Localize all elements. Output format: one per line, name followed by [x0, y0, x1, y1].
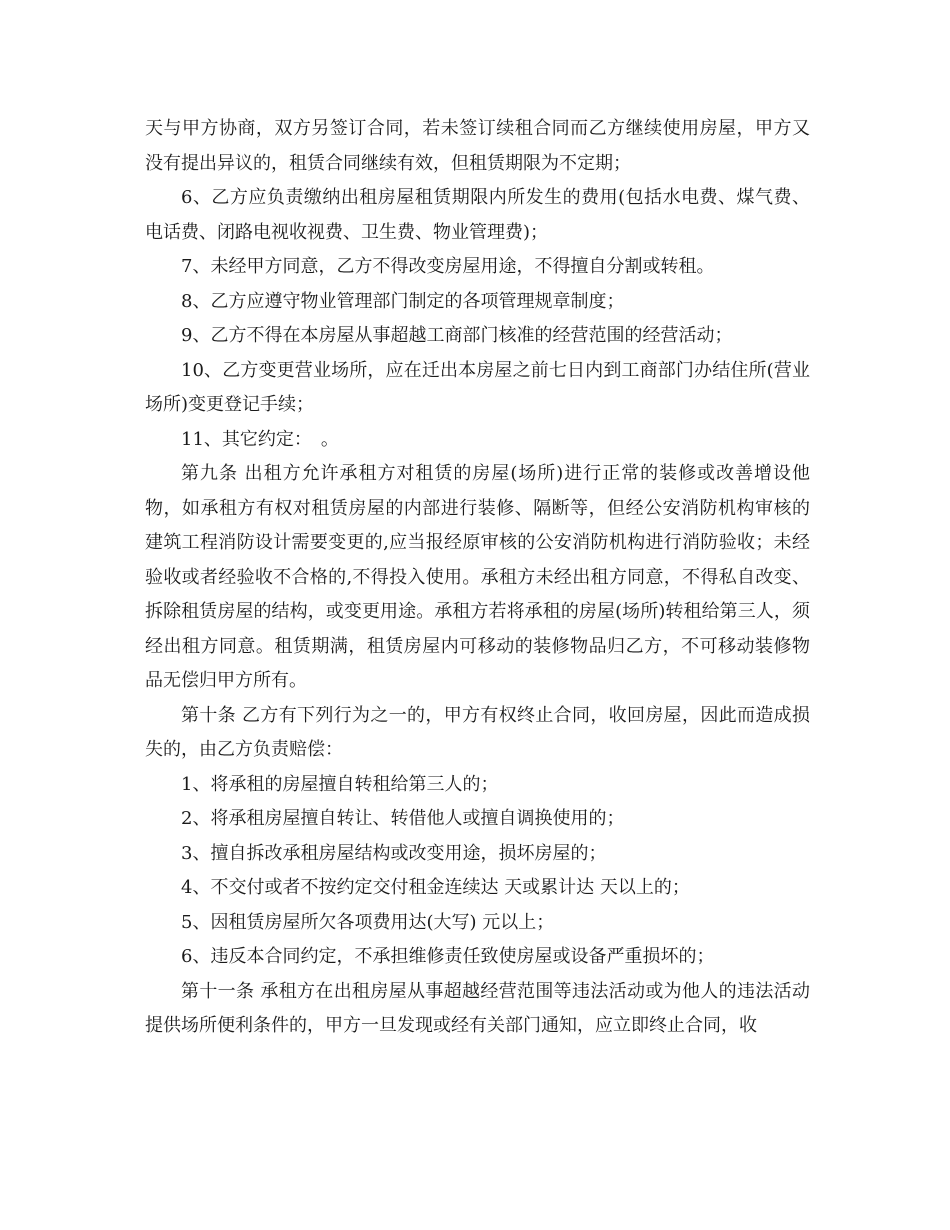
list-item-5-fees-owed: 5、因租赁房屋所欠各项费用达(大写) 元以上； — [181, 911, 555, 933]
paragraph-article-11: 第十一条 承租方在出租房屋从事超越经营范围等违法活动或为他人的违法活动提供场所便利条件的，甲方一旦发现或经有关部门通知，应立即终止合同，收 — [145, 980, 810, 1036]
list-item-2-transfer: 2、将承租房屋擅自转让、转借他人或擅自调换使用的； — [181, 808, 625, 829]
document-body — [145, 112, 810, 1044]
paragraph-article-10: 第十条 乙方有下列行为之一的，甲方有权终止合同，收回房屋，因此而造成损失的，由乙方负责赔偿： — [145, 704, 810, 760]
paragraph-clause-10-relocation: 10、乙方变更营业场所，应在迁出本房屋之前七日内到工商部门办结住所(营业场所)变更登记手续； — [145, 359, 810, 415]
paragraph-clause-11-other: 11、其它约定： 。 — [181, 428, 339, 450]
paragraph-clause-7-usage: 7、未经甲方同意，乙方不得改变房屋用途，不得擅自分割或转租。 — [181, 256, 715, 277]
paragraph-clause-9-business-scope: 9、乙方不得在本房屋从事超越工商部门核准的经营范围的经营活动； — [181, 325, 733, 346]
paragraph-clause-8-rules: 8、乙方应遵守物业管理部门制定的各项管理规章制度； — [181, 290, 625, 312]
paragraph-clause-6-fees: 6、乙方应负责缴纳出租房屋租赁期限内所发生的费用(包括水电费、煤气费、电话费、闭路电视收视费、卫生费、物业管理费)； — [145, 187, 810, 243]
paragraph-article-9: 第九条 出租方允许承租方对租赁的房屋(场所)进行正常的装修或改善增设他物，如承租方有权对租赁房屋的内部进行装修、隔断等，但经公安消防机构审核的建筑工程消防设计需要变更的,应当报经原审核的公安消防机构进行消防验收；未经验收或者经验收不合格的,不得投入使用。承租方未经出租方同意，不得私自改变、拆除租赁房屋的结构，或变更用途。承租方若将承租的房屋(场所)转租给第三人，须经出租方同意。租赁期满，租赁房屋内可移动的装修物品归乙方，不可移动装修物品无偿归甲方所有。 — [145, 463, 810, 691]
list-item-6-damage: 6、违反本合同约定，不承担维修责任致使房屋或设备严重损坏的； — [181, 946, 715, 967]
list-item-1-sublet: 1、将承租的房屋擅自转租给第三人的； — [181, 773, 499, 795]
paragraph-continuation: 天与甲方协商，双方另签订合同，若未签订续租合同而乙方继续使用房屋，甲方又没有提出异议的，租赁合同继续有效，但租赁期限为不定期； — [145, 118, 810, 174]
list-item-4-rent-arrears: 4、不交付或者不按约定交付租金连续达 天或累计达 天以上的； — [181, 877, 690, 898]
list-item-3-structure: 3、擅自拆改承租房屋结构或改变用途，损坏房屋的； — [181, 842, 607, 864]
